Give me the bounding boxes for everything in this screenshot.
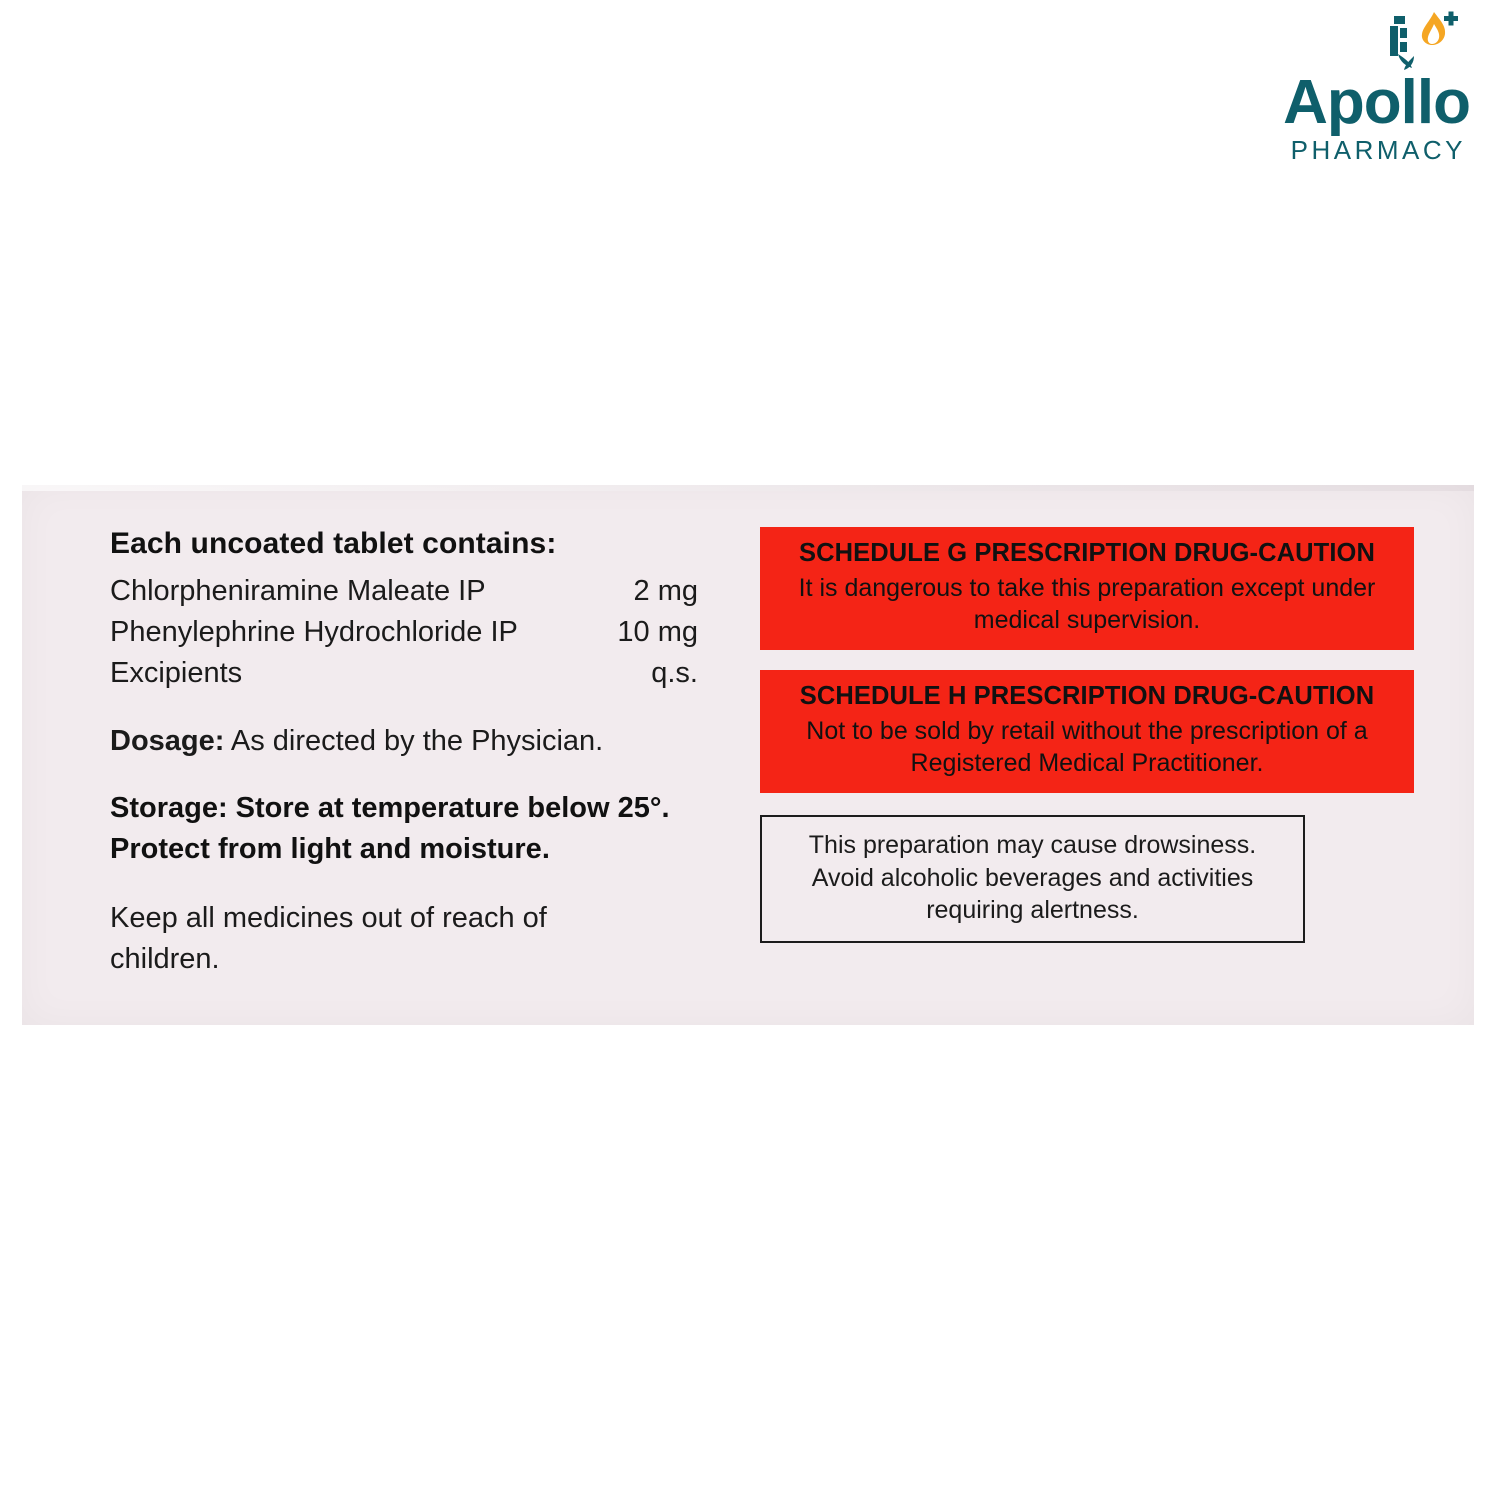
medicine-carton-panel bbox=[22, 485, 1474, 1025]
storage-instruction: Storage: Store at temperature below 25°. Protect from light and moisture. bbox=[110, 791, 670, 865]
drowsiness-warning-box: This preparation may cause drowsiness. Avoid alcoholic beverages and activities requiring alertness. bbox=[760, 815, 1305, 943]
ingredient-value: 10 mg bbox=[617, 616, 698, 649]
dosage-label: Dosage: bbox=[110, 724, 225, 757]
apollo-pharmacy-logo bbox=[1220, 10, 1470, 166]
ingredient-name: Excipients bbox=[110, 657, 243, 690]
dosage-text: As directed by the Physician. bbox=[224, 724, 604, 757]
apollo-caduceus-icon bbox=[1384, 10, 1462, 72]
schedule-h-warning-box bbox=[760, 670, 1414, 793]
schedule-g-title: SCHEDULE G PRESCRIPTION DRUG-CAUTION bbox=[799, 539, 1375, 567]
dosage-line bbox=[110, 721, 722, 762]
composition-column bbox=[22, 485, 722, 1025]
ingredient-name: Chlorpheniramine Maleate IP bbox=[110, 575, 486, 607]
keep-out-of-reach-notice: Keep all medicines out of reach of children. bbox=[110, 902, 547, 976]
schedule-h-title: SCHEDULE H PRESCRIPTION DRUG-CAUTION bbox=[799, 682, 1375, 711]
ingredient-row bbox=[110, 571, 722, 612]
ingredient-value: q.s. bbox=[651, 657, 698, 690]
schedule-h-text: Not to be sold by retail without the prescription of a Registered Medical Practitioner. bbox=[806, 717, 1368, 778]
logo-subtitle: PHARMACY bbox=[1290, 134, 1466, 165]
logo-wordmark: Apollo bbox=[1283, 68, 1470, 137]
composition-title: Each uncoated tablet contains: bbox=[110, 527, 557, 560]
ingredient-name: Phenylephrine Hydrochloride IP bbox=[110, 616, 518, 649]
ingredient-value: 2 mg bbox=[633, 575, 698, 607]
warnings-column bbox=[722, 485, 1474, 1025]
schedule-g-text: It is dangerous to take this preparation except under medical supervision. bbox=[798, 574, 1376, 635]
schedule-g-warning-box bbox=[760, 527, 1414, 650]
ingredient-row bbox=[110, 612, 722, 653]
ingredient-row bbox=[110, 653, 722, 694]
